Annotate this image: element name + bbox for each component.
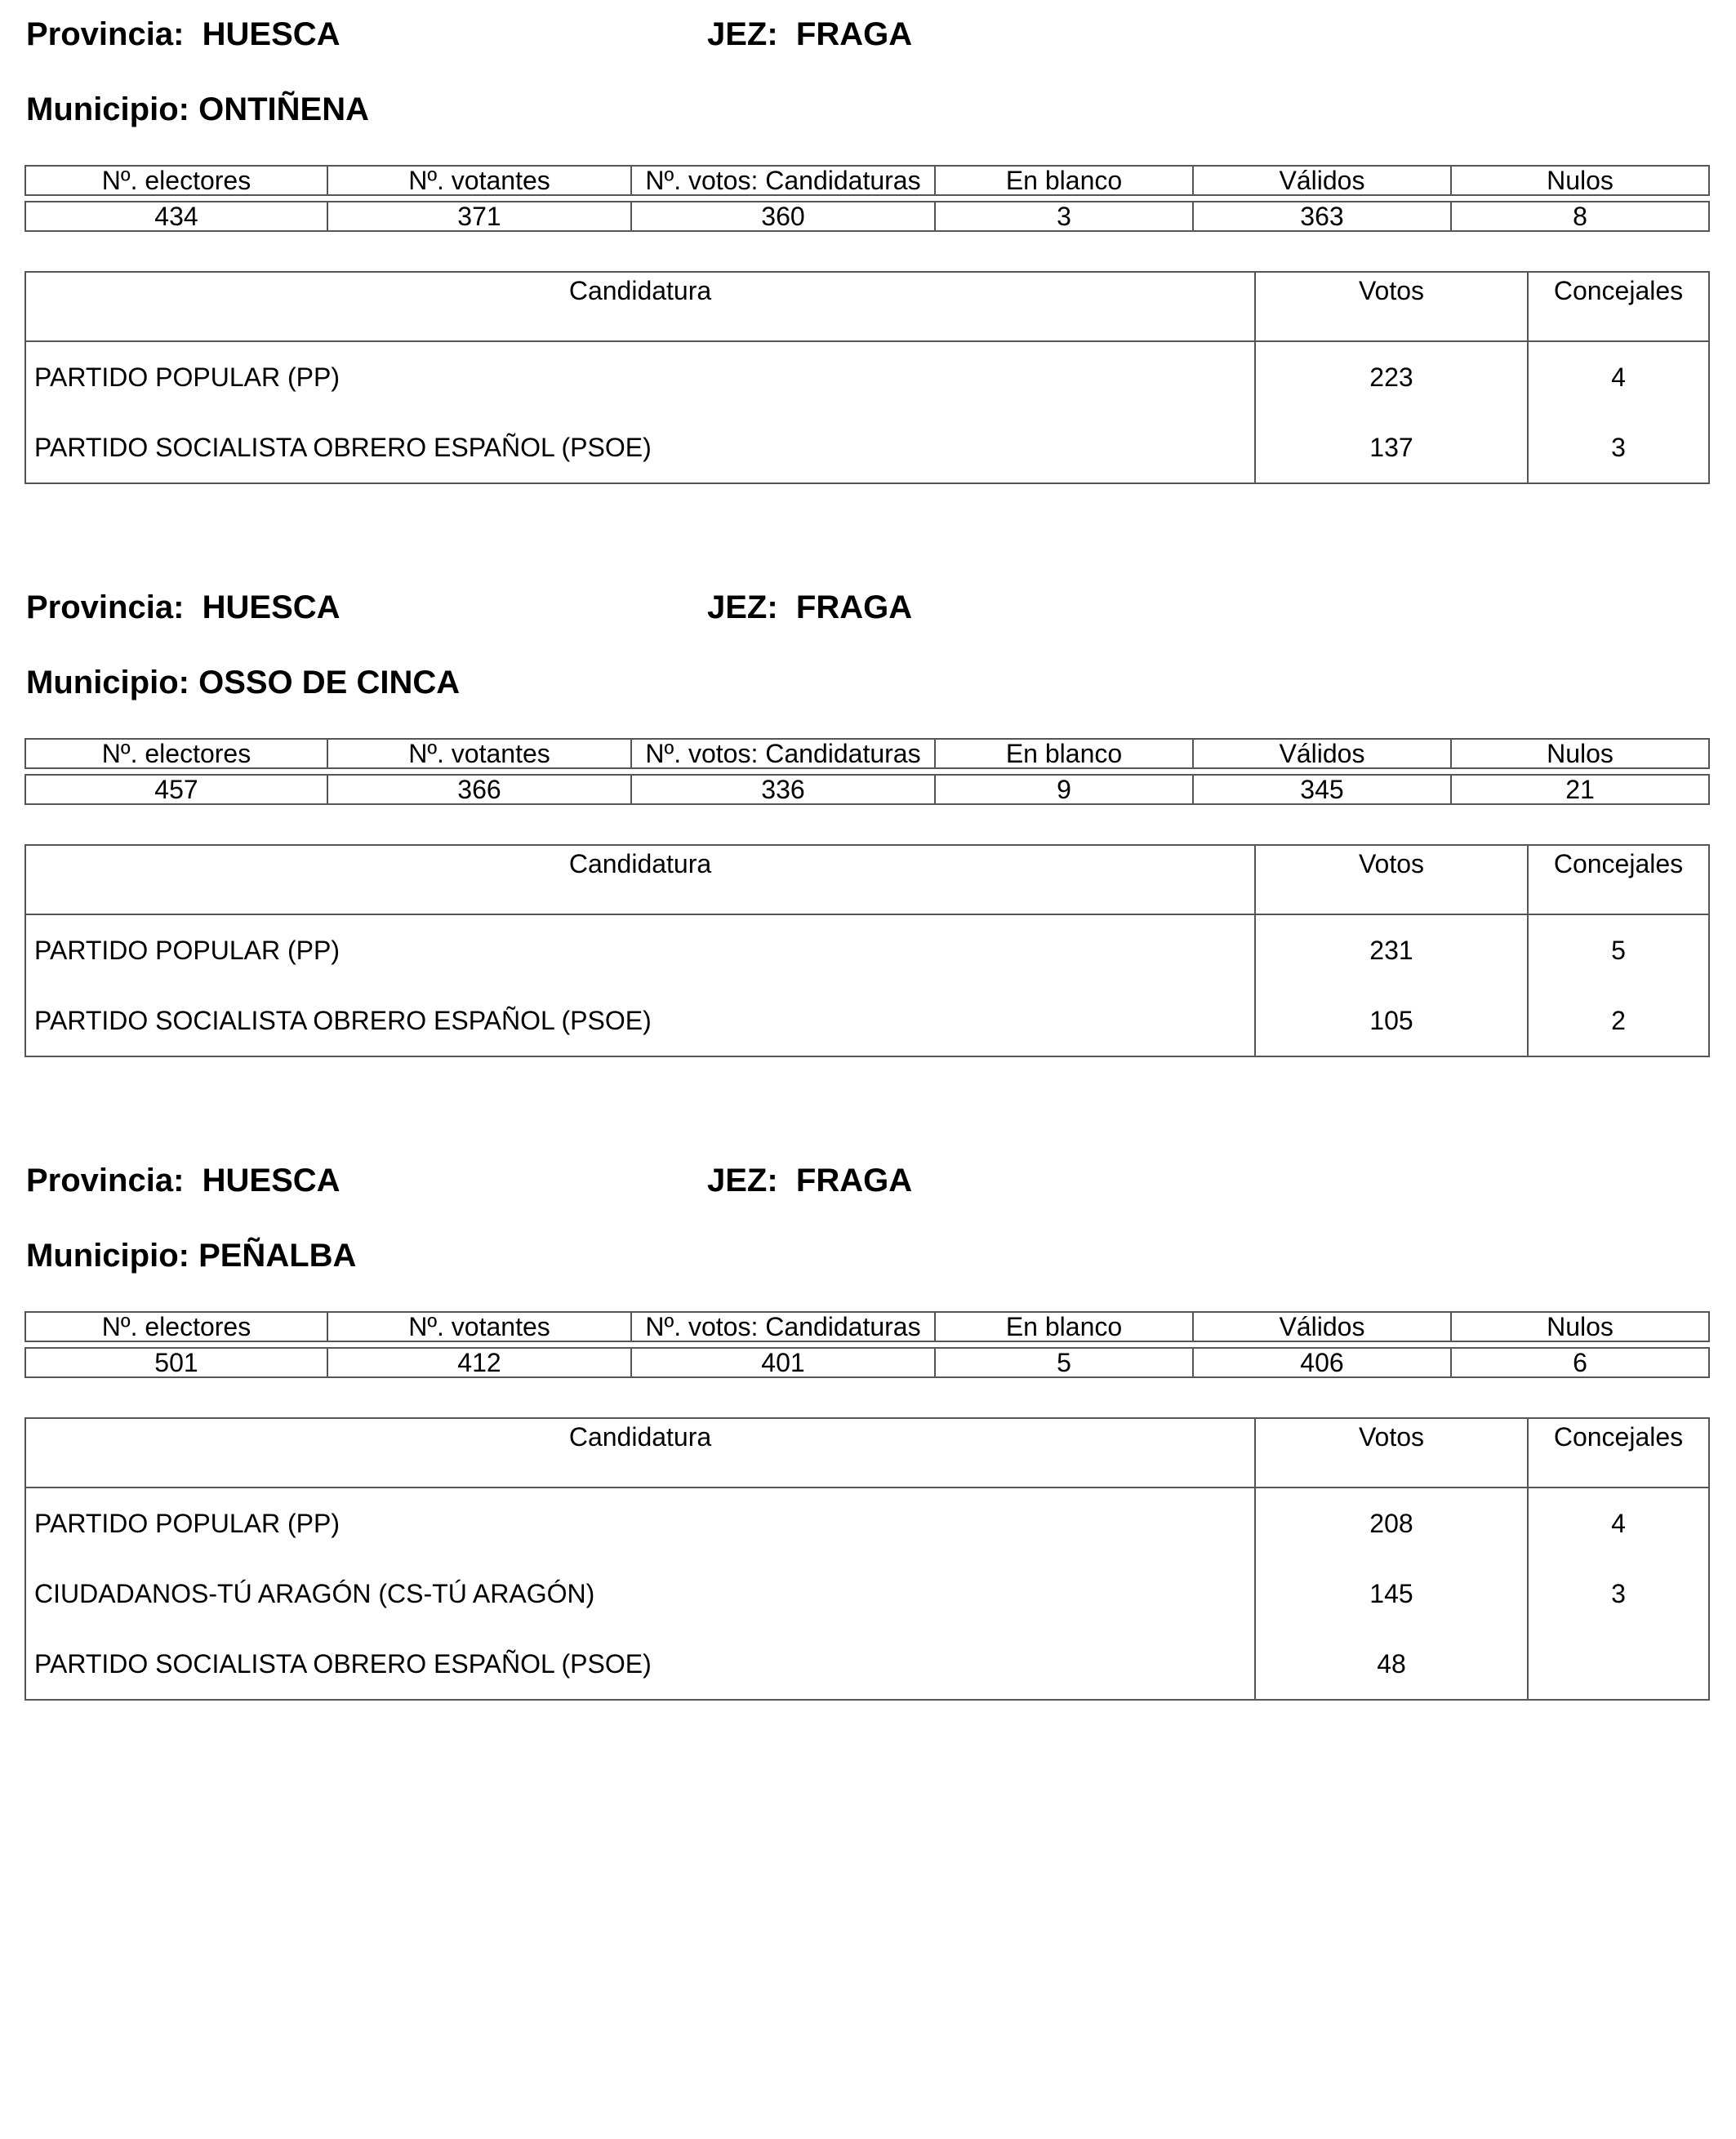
header-en-blanco: En blanco [935,739,1193,768]
stats-values-table [24,201,1710,232]
value-votos-candidaturas: 360 [631,202,935,231]
candidate-concejales: 4 [1528,341,1709,412]
value-en-blanco: 9 [935,775,1193,804]
municipio-title: Municipio: OSSO DE CINCA [26,665,461,700]
jez-label: JEZ: FRAGA [707,16,913,52]
header-en-blanco: En blanco [935,1312,1193,1341]
candidate-name: PARTIDO SOCIALISTA OBRERO ESPAÑOL (PSOE) [25,1629,1255,1700]
candidate-name: PARTIDO POPULAR (PP) [25,341,1255,412]
header-votantes: Nº. votantes [327,1312,631,1341]
candidate-votos: 137 [1255,412,1528,483]
candidate-name: PARTIDO SOCIALISTA OBRERO ESPAÑOL (PSOE) [25,412,1255,483]
value-votantes: 412 [327,1348,631,1377]
value-en-blanco: 3 [935,202,1193,231]
candidaturas-table [24,271,1710,484]
header-votos: Votos [1255,272,1528,341]
candidate-concejales [1528,1629,1709,1700]
jez-label: JEZ: FRAGA [707,1163,913,1198]
stats-header-table [24,165,1710,196]
header-votos-candidaturas: Nº. votos: Candidaturas [631,1312,935,1341]
stats-values-table [24,1347,1710,1378]
stats-header-table [24,1311,1710,1342]
value-votantes: 371 [327,202,631,231]
stats-values-table [24,774,1710,805]
candidate-name: CIUDADANOS-TÚ ARAGÓN (CS-TÚ ARAGÓN) [25,1559,1255,1629]
header-votos: Votos [1255,845,1528,914]
candidate-votos: 223 [1255,341,1528,412]
municipio-section-ontinena [0,0,1736,571]
value-nulos: 21 [1451,775,1709,804]
header-candidatura: Candidatura [25,845,1255,914]
candidate-votos: 208 [1255,1488,1528,1559]
candidate-votos: 105 [1255,985,1528,1056]
table-row [25,1559,1709,1629]
header-electores: Nº. electores [25,739,327,768]
jez-label: JEZ: FRAGA [707,589,913,625]
value-en-blanco: 5 [935,1348,1193,1377]
table-row [25,985,1709,1056]
header-en-blanco: En blanco [935,166,1193,195]
candidate-concejales: 3 [1528,412,1709,483]
header-concejales: Concejales [1528,272,1709,341]
candidate-name: PARTIDO POPULAR (PP) [25,914,1255,985]
value-votantes: 366 [327,775,631,804]
value-validos: 363 [1193,202,1451,231]
header-concejales: Concejales [1528,1418,1709,1488]
header-votos: Votos [1255,1418,1528,1488]
candidate-concejales: 3 [1528,1559,1709,1629]
header-votos-candidaturas: Nº. votos: Candidaturas [631,739,935,768]
value-votos-candidaturas: 336 [631,775,935,804]
candidate-concejales: 4 [1528,1488,1709,1559]
header-validos: Válidos [1193,166,1451,195]
candidate-votos: 231 [1255,914,1528,985]
municipio-title: Municipio: ONTIÑENA [26,91,369,127]
header-electores: Nº. electores [25,166,327,195]
header-nulos: Nulos [1451,739,1709,768]
candidate-votos: 48 [1255,1629,1528,1700]
candidate-concejales: 5 [1528,914,1709,985]
candidate-name: PARTIDO SOCIALISTA OBRERO ESPAÑOL (PSOE) [25,985,1255,1056]
value-nulos: 6 [1451,1348,1709,1377]
value-nulos: 8 [1451,202,1709,231]
provincia-label: Provincia: HUESCA [26,1163,341,1198]
header-electores: Nº. electores [25,1312,327,1341]
header-validos: Válidos [1193,1312,1451,1341]
header-validos: Válidos [1193,739,1451,768]
header-votantes: Nº. votantes [327,166,631,195]
provincia-label: Provincia: HUESCA [26,16,341,52]
candidaturas-table [24,844,1710,1057]
value-electores: 434 [25,202,327,231]
header-votos-candidaturas: Nº. votos: Candidaturas [631,166,935,195]
municipio-section-osso-de-cinca [0,573,1736,1145]
header-votantes: Nº. votantes [327,739,631,768]
value-validos: 406 [1193,1348,1451,1377]
table-row [25,1629,1709,1700]
value-electores: 457 [25,775,327,804]
candidate-name: PARTIDO POPULAR (PP) [25,1488,1255,1559]
header-candidatura: Candidatura [25,272,1255,341]
value-validos: 345 [1193,775,1451,804]
header-nulos: Nulos [1451,1312,1709,1341]
municipio-title: Municipio: PEÑALBA [26,1238,357,1274]
candidate-concejales: 2 [1528,985,1709,1056]
header-candidatura: Candidatura [25,1418,1255,1488]
table-row [25,914,1709,985]
stats-header-table [24,738,1710,769]
candidaturas-table [24,1417,1710,1701]
provincia-label: Provincia: HUESCA [26,589,341,625]
value-electores: 501 [25,1348,327,1377]
header-concejales: Concejales [1528,845,1709,914]
municipio-section-penalba [0,1146,1736,1799]
candidate-votos: 145 [1255,1559,1528,1629]
table-row [25,341,1709,412]
header-nulos: Nulos [1451,166,1709,195]
table-row [25,412,1709,483]
value-votos-candidaturas: 401 [631,1348,935,1377]
table-row [25,1488,1709,1559]
